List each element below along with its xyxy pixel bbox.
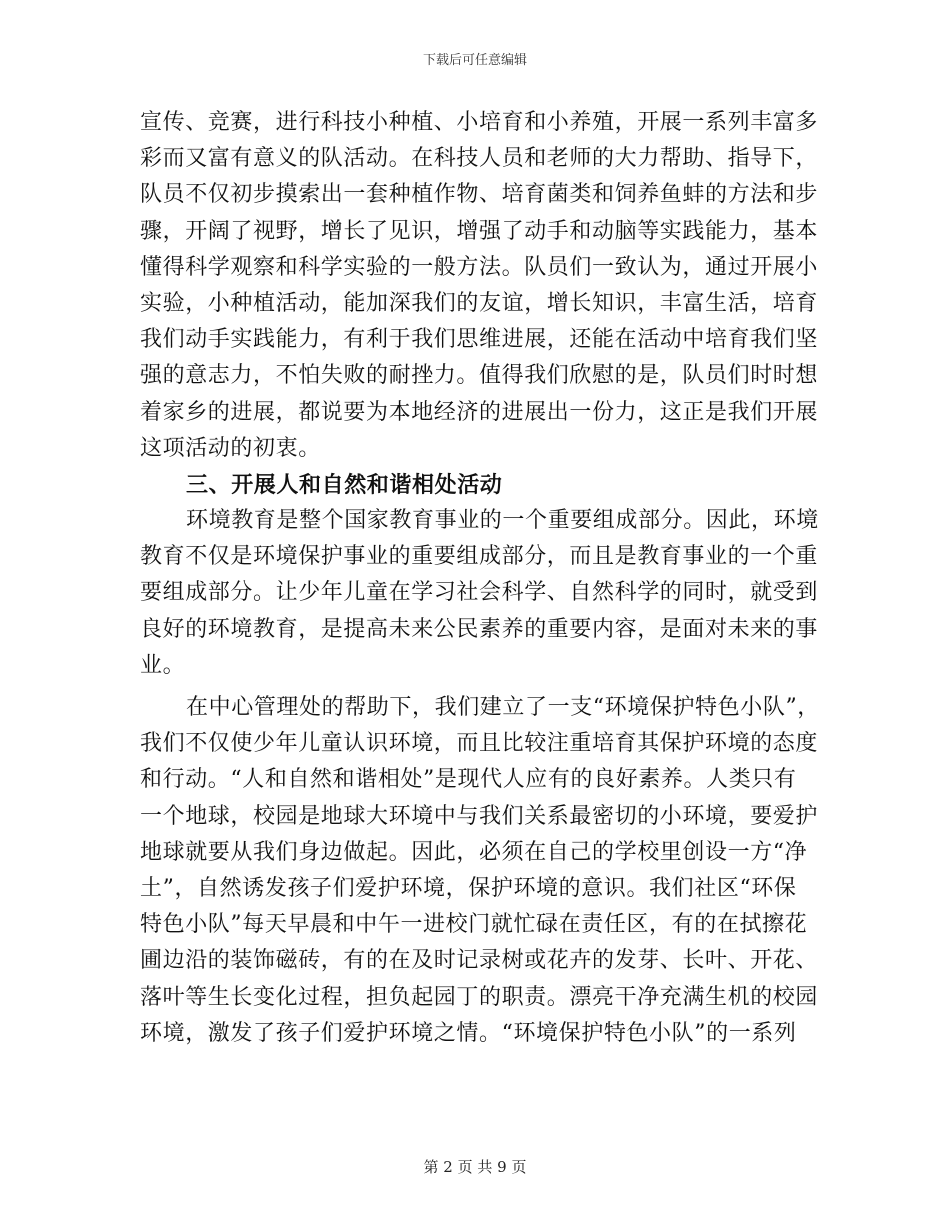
text-line: 一个地球，校园是地球大环境中与我们关系最密切的小环境，要爱护 [140,803,819,829]
text-line: 强的意志力，不怕失败的耐挫力。值得我们欣慰的是，队员们时时想 [140,363,819,389]
text-line: 在中心管理处的帮助下，我们建立了一支“环境保护特色小队”， [186,695,820,720]
text-line: 我们动手实践能力，有利于我们思维进展，还能在活动中培育我们坚 [140,327,819,353]
text-line: 我们不仅使少年儿童认识环境，而且比较注重培育其保护环境的态度 [140,731,819,757]
text-line: 圃边沿的装饰磁砖，有的在及时记录树或花卉的发芽、长叶、开花、 [140,948,819,974]
text-line: 特色小队”每天早晨和中午一进校门就忙碌在责任区，有的在拭擦花 [140,912,808,938]
text-line: 着家乡的进展，都说要为本地经济的进展出一份力，这正是我们开展 [140,399,819,425]
text-line: 和行动。“人和自然和谐相处”是现代人应有的良好素养。人类只有 [140,767,797,793]
text-line: 实验，小种植活动，能加深我们的友谊，增长知识，丰富生活，培育 [140,290,819,316]
text-line: 良好的环境教育，是提高未来公民素养的重要内容，是面对未来的事 [140,616,819,642]
text-line: 土”，自然诱发孩子们爱护环境，保护环境的意识。我们社区“环保 [140,875,797,901]
section-heading: 三、开展人和自然和谐相处活动 [186,471,503,498]
text-line: 懂得科学观察和科学实验的一般方法。队员们一致认为，通过开展小 [140,254,819,280]
text-line: 骤，开阔了视野，增长了见识，增强了动手和动脑等实践能力，基本 [140,218,819,244]
paragraph-environmental-squad [140,690,820,1052]
page-number: 第 2 页 共 9 页 [423,1158,527,1176]
paragraph-activities-summary [140,105,819,467]
text-line: 业。 [140,652,186,678]
text-line: 这项活动的初衷。 [140,435,321,461]
text-line: 落叶等生长变化过程，担负起园丁的职责。漂亮干净充满生机的校园 [140,984,819,1010]
text-line: 环境教育是整个国家教育事业的一个重要组成部分。因此，环境 [186,508,819,534]
text-line: 地球就要从我们身边做起。因此，必须在自己的学校里创设一方“净 [140,839,808,865]
paragraph-environmental-education [140,503,819,684]
text-line: 队员不仅初步摸索出一套种植作物、培育菌类和饲养鱼蚌的方法和步 [140,182,819,208]
document-body [140,105,820,1052]
text-line: 彩而又富有意义的队活动。在科技人员和老师的大力帮助、指导下， [140,146,819,172]
text-line: 环境，激发了孩子们爱护环境之情。“环境保护特色小队”的一系列 [140,1020,797,1046]
text-line: 教育不仅是环境保护事业的重要组成部分，而且是教育事业的一个重 [140,544,819,570]
text-line: 要组成部分。让少年儿童在学习社会科学、自然科学的同时，就受到 [140,580,819,606]
page-header-note: 下载后可任意编辑 [422,53,527,68]
text-line: 宣传、竞赛，进行科技小种植、小培育和小养殖，开展一系列丰富多 [140,110,819,135]
